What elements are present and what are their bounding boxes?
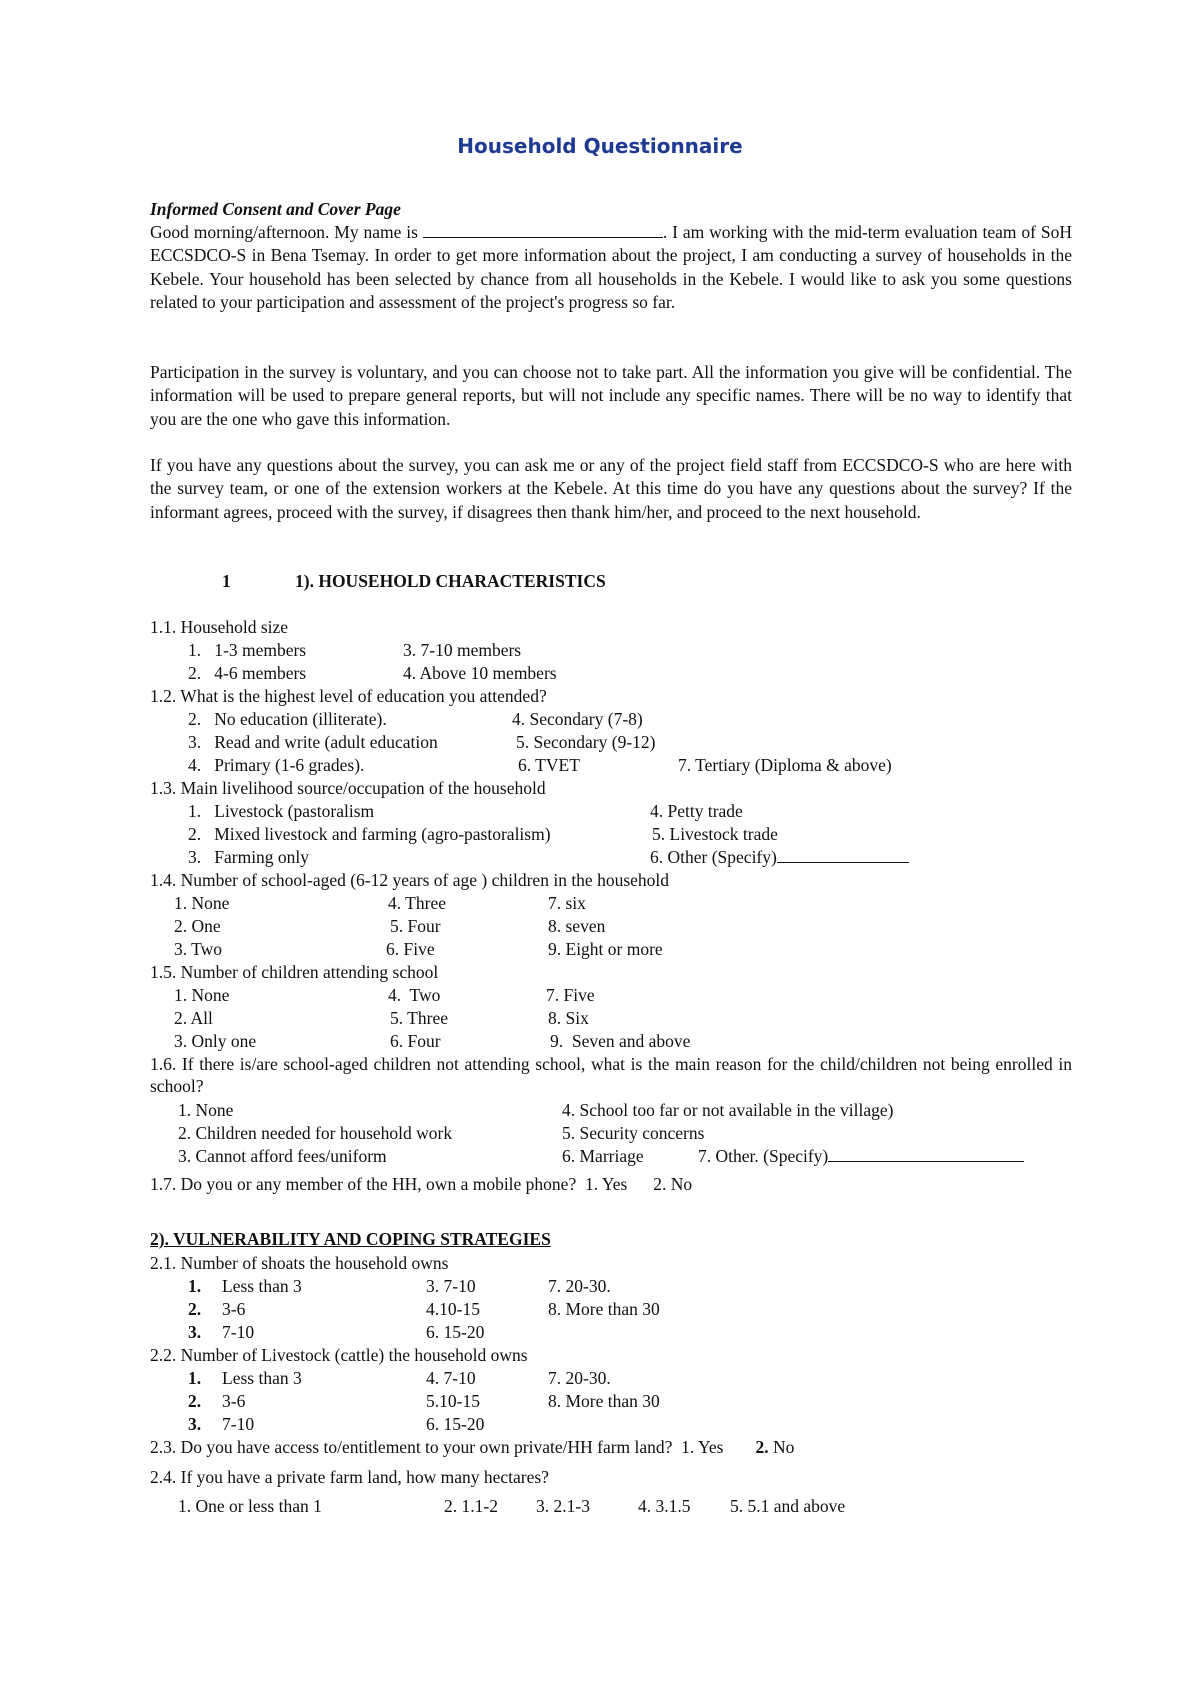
option: 1. One or less than 1 [178,1496,322,1516]
option: 4. 3.1.5 [638,1496,691,1516]
option: 2. 4-6 members [188,663,307,683]
option: 1. None [178,1100,234,1120]
section-2-heading: 2). VULNERABILITY AND COPING STRATEGIES [150,1229,551,1249]
consent-paragraph-1 [150,221,1072,315]
option-number: 2. [188,1299,202,1319]
option: 3. Two [174,939,223,959]
option: 3. Only one [174,1031,257,1051]
option: 8. Six [548,1008,589,1028]
option: 5. Four [390,916,441,936]
option: 2. 1.1-2 [444,1496,498,1516]
question-1-5: 1.5. Number of children attending school [150,962,439,982]
option: No [768,1437,795,1457]
option: 5.10-15 [426,1391,480,1411]
question-1-2: 1.2. What is the highest level of education you attended? [150,686,547,706]
option: 5. Livestock trade [652,824,778,844]
option: 5. Three [390,1008,448,1028]
option: 1. None [174,893,230,913]
option: 6. Five [386,939,435,959]
question-text: 2.3. Do you have access to/entitlement to your own private/HH farm land? 1. Yes [150,1437,724,1457]
option: 3. 2.1-3 [536,1496,590,1516]
name-blank-field[interactable] [423,221,663,238]
consent-p1-start: Good morning/afternoon. My name is [150,222,423,242]
option: 8. seven [548,916,606,936]
option: 6. 15-20 [426,1322,485,1342]
option: 9. Seven and above [550,1031,691,1051]
option: 7-10 [222,1322,255,1342]
option: 5. Security concerns [562,1123,705,1143]
option: 4. Secondary (7-8) [512,709,643,729]
question-2-1: 2.1. Number of shoats the household owns [150,1253,449,1273]
option-number: 2. [188,1391,202,1411]
option: 2. No [653,1174,693,1194]
question-text: 1.7. Do you or any member of the HH, own a mobile phone? 1. Yes [150,1174,628,1194]
option: 1. None [174,985,230,1005]
option: 1. 1-3 members [188,640,307,660]
question-2-4: 2.4. If you have a private farm land, how many hectares? [150,1467,549,1487]
option-number: 3. [188,1322,202,1342]
option: 6. Four [390,1031,441,1051]
option: 4. Two [388,985,441,1005]
option-other-specify [698,1145,1024,1168]
option: 5. 5.1 and above [730,1496,846,1516]
option: 4. Petty trade [650,801,743,821]
option: 6. Marriage [562,1146,644,1166]
option: 2. Mixed livestock and farming (agro-pastoralism) [188,824,551,844]
consent-heading: Informed Consent and Cover Page [150,199,401,219]
option: 4. Three [388,893,446,913]
option-other-specify [650,846,909,869]
option: 7. 20-30. [548,1368,611,1388]
option: 5. Secondary (9-12) [516,732,656,752]
question-2-3 [150,1436,794,1459]
option: 4.10-15 [426,1299,480,1319]
option: 6. TVET [518,755,580,775]
option: 7-10 [222,1414,255,1434]
option: 2. One [174,916,221,936]
option: 2. No education (illiterate). [188,709,387,729]
section-1-heading: 1). HOUSEHOLD CHARACTERISTICS [295,571,606,591]
option: 3-6 [222,1299,246,1319]
question-1-7 [150,1173,692,1196]
consent-paragraph-3: If you have any questions about the survey, you can ask me or any of the project field staff from ECCSDCO-S who are here with the survey team, or one of the extension workers at the Kebele. At this time do you have any questions about the survey? If the informant agrees, proceed with the survey, if disagrees then thank him/her, and proceed to the next household. [150,455,1072,522]
question-1-1: 1.1. Household size [150,617,289,637]
option: 8. More than 30 [548,1391,660,1411]
option: 2. Children needed for household work [178,1123,453,1143]
option-number: 1. [188,1276,202,1296]
section-1-number: 1 [222,571,231,591]
option: 8. More than 30 [548,1299,660,1319]
option: 7. 20-30. [548,1276,611,1296]
option: 3-6 [222,1391,246,1411]
option-label: 6. Other (Specify) [650,847,777,867]
option: 2. All [174,1008,213,1028]
option: 3. 7-10 [426,1276,476,1296]
consent-p1-rest: . I am working with the mid-term evaluation team of SoH ECCSDCO-S in Bena Tsemay. In order to get more information about the project, I am conducting a survey of households in the Kebele. Your household has been selected by chance from all households in the Kebele. I would like to ask you some questions related to your participation and assessment of the project's progress so far. [150,222,1073,313]
option: 1. Livestock (pastoralism [188,801,375,821]
option: 3. 7-10 members [403,640,522,660]
option: 3. Cannot afford fees/uniform [178,1146,387,1166]
option: 7. Tertiary (Diploma & above) [678,755,892,775]
option: 6. 15-20 [426,1414,485,1434]
option: 7. Five [546,985,595,1005]
option: 9. Eight or more [548,939,663,959]
option: 3. Read and write (adult education [188,732,438,752]
option-number: 3. [188,1414,202,1434]
option: 7. six [548,893,586,913]
option: 4. School too far or not available in the village) [562,1100,894,1120]
document-title: Household Questionnaire [457,134,743,158]
question-1-3: 1.3. Main livelihood source/occupation of the household [150,778,546,798]
specify-blank-field[interactable] [828,1145,1024,1162]
consent-paragraph-2: Participation in the survey is voluntary, and you can choose not to take part. All the information you give will be confidential. The information will be used to prepare general reports, but will not include any specific names. There will be no way to identify that you are the one who gave this information. [150,362,1072,429]
option-number: 2. [755,1437,769,1457]
option: 4. 7-10 [426,1368,476,1388]
option: 4. Above 10 members [403,663,557,683]
option: 4. Primary (1-6 grades). [188,755,365,775]
question-1-4: 1.4. Number of school-aged (6-12 years of age ) children in the household [150,870,670,890]
question-2-2: 2.2. Number of Livestock (cattle) the household owns [150,1345,528,1365]
question-1-6: 1.6. If there is/are school-aged children not attending school, what is the main reason for the child/children not being enrolled in school? [150,1054,1072,1096]
option: Less than 3 [222,1368,302,1388]
option: Less than 3 [222,1276,302,1296]
specify-blank-field[interactable] [777,846,909,863]
option-label: 7. Other. (Specify) [698,1146,829,1166]
option: 3. Farming only [188,847,310,867]
option-number: 1. [188,1368,202,1388]
